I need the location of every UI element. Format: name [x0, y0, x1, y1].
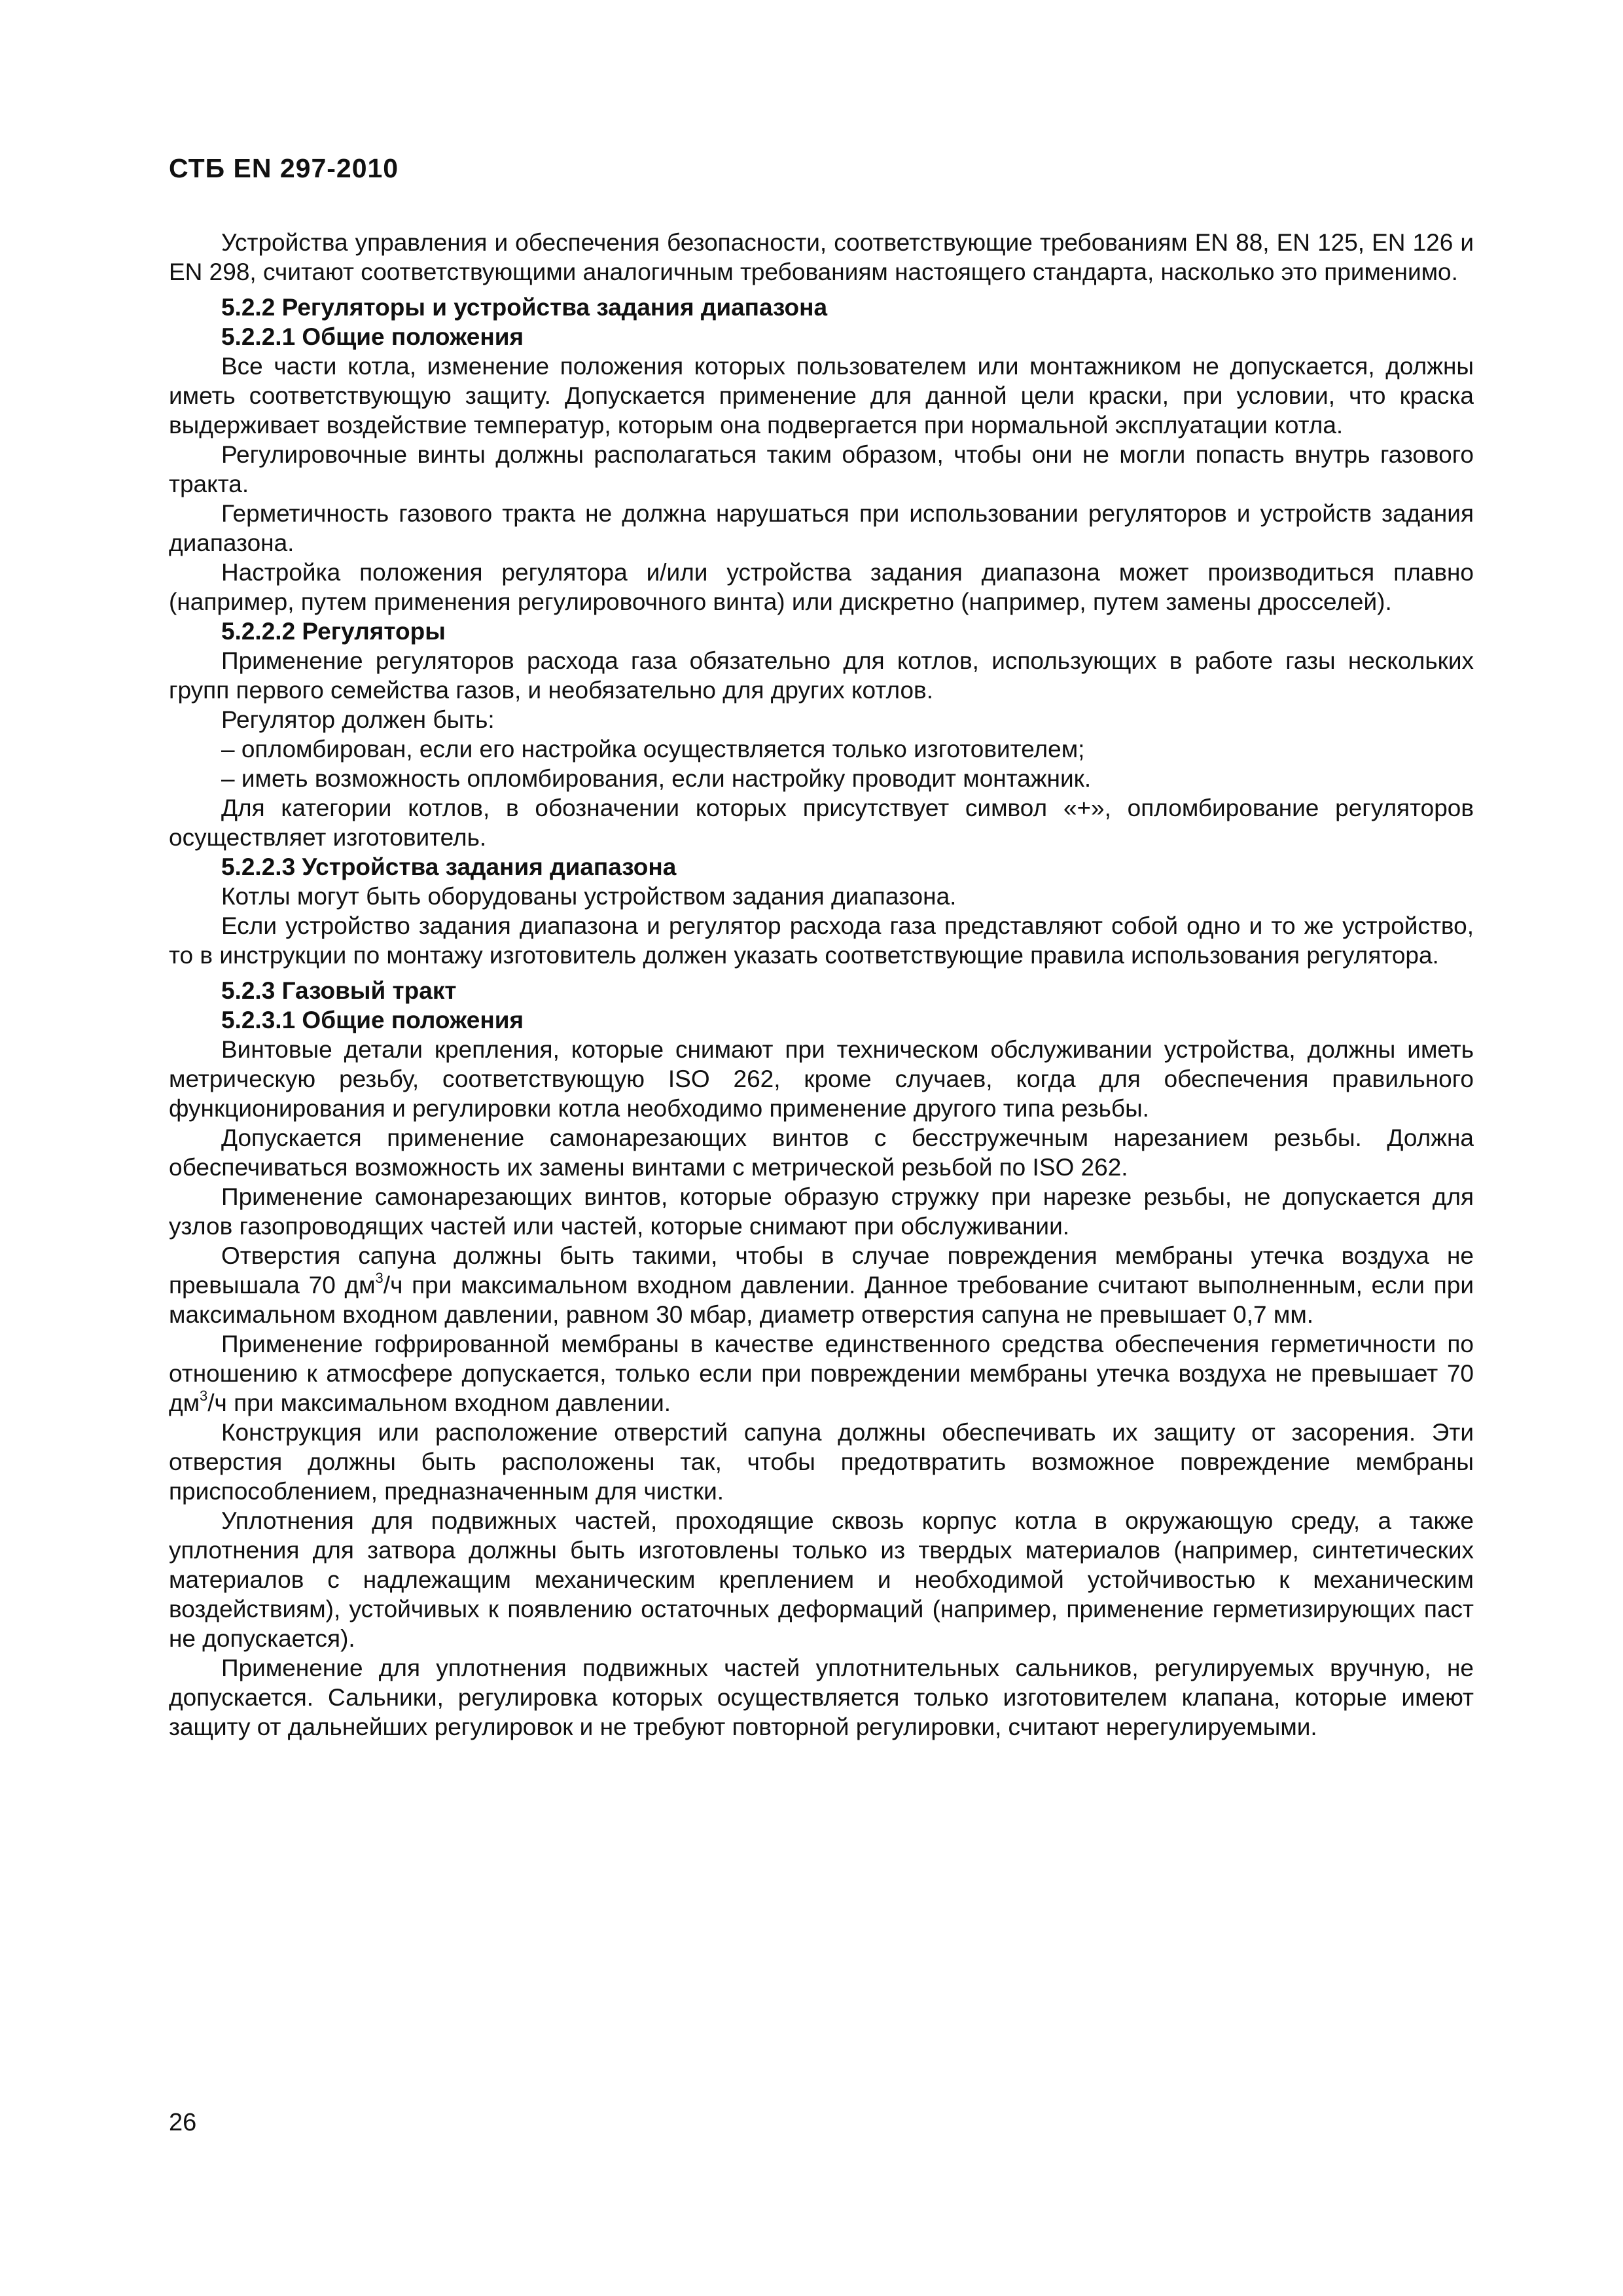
- section-5-2-2-heading: 5.2.2 Регуляторы и устройства задания диапазона: [221, 294, 828, 321]
- text-run: Применение гофрированной мембраны в качестве единственного средства обеспечения герметичности по отношению к атмосфере допускается, только если при повреждении мембраны утечка воздуха не превышает 70 дм: [169, 1331, 1474, 1416]
- paragraph: Котлы могут быть оборудованы устройством задания диапазона.: [221, 883, 957, 910]
- paragraph: Применение регуляторов расхода газа обязательно для котлов, использующих в работе газы нескольких групп первого семейства газов, и необязательно для других котлов.: [169, 647, 1474, 704]
- page-header-standard-code: СТБ EN 297-2010: [169, 153, 399, 183]
- paragraph: Для категории котлов, в обозначении которых присутствует символ «+», опломбирование регуляторов осуществляет изготовитель.: [169, 795, 1474, 851]
- paragraph: Применение для уплотнения подвижных частей уплотнительных сальников, регулируемых вручную, не допускается. Сальники, регулировка которых осуществляется только изготовителем клапана, которые имеют защиту от дальнейших регулировок и не требуют повторной регулировки, считают нерегулируемыми.: [169, 1655, 1474, 1740]
- paragraph: Регулировочные винты должны располагаться таким образом, чтобы они не могли попасть внутрь газового тракта.: [169, 441, 1474, 497]
- paragraph: Уплотнения для подвижных частей, проходящие сквозь корпус котла в окружающую среду, а также уплотнения для затвора должны быть изготовлены только из твердых материалов (например, синтетических материалов с надлежащим механическим креплением и необходимой устойчивостью к механическим воздействиям), устойчивых к появлению остаточных деформаций (например, применение герметизирующих паст не допускается).: [169, 1507, 1474, 1652]
- text-run: Отверстия сапуна должны быть такими, чтобы в случае повреждения мембраны утечка воздуха не превышала 70 дм: [169, 1242, 1474, 1299]
- superscript: 3: [200, 1388, 208, 1404]
- section-5-2-2-3-heading: 5.2.2.3 Устройства задания диапазона: [221, 853, 677, 880]
- paragraph-breather-openings: [169, 1241, 1474, 1329]
- paragraph-corrugated-membrane: [169, 1329, 1474, 1418]
- intro-paragraph: Устройства управления и обеспечения безопасности, соответствующие требованиям EN 88, EN 125, EN 126 и EN 298, считают соответствующими аналогичным требованиям настоящего стандарта, насколько это применимо.: [169, 229, 1474, 285]
- paragraph: Конструкция или расположение отверстий сапуна должны обеспечивать их защиту от засорения. Эти отверстия должны быть расположены так, чтобы предотвратить возможное повреждение мембраны приспособлением, предназначенным для чистки.: [169, 1419, 1474, 1505]
- page-number: 26: [169, 2109, 197, 2136]
- text-run: /ч при максимальном входном давлении.: [207, 1390, 671, 1416]
- section-5-2-3-1-heading: 5.2.3.1 Общие положения: [221, 1007, 524, 1033]
- paragraph: Регулятор должен быть:: [221, 706, 495, 733]
- superscript: 3: [375, 1270, 383, 1286]
- text-run: /ч при максимальном входном давлении. Данное требование считают выполненным, если при максимальном входном давлении, равном 30 мбар, диаметр отверстия сапуна не превышает 0,7 мм.: [169, 1272, 1474, 1328]
- paragraph: Применение самонарезающих винтов, которые образую стружку при нарезке резьбы, не допускается для узлов газопроводящих частей или частей, которые снимают при обслуживании.: [169, 1183, 1474, 1240]
- section-5-2-2-1-heading: 5.2.2.1 Общие положения: [221, 323, 524, 350]
- paragraph: Герметичность газового тракта не должна нарушаться при использовании регуляторов и устройств задания диапазона.: [169, 500, 1474, 556]
- paragraph: Если устройство задания диапазона и регулятор расхода газа представляют собой одно и то же устройство, то в инструкции по монтажу изготовитель должен указать соответствующие правила использования регулятора.: [169, 912, 1474, 969]
- paragraph: Настройка положения регулятора и/или устройства задания диапазона может производиться плавно (например, путем применения регулировочного винта) или дискретно (например, путем замены дросселей).: [169, 559, 1474, 615]
- section-5-2-3-heading: 5.2.3 Газовый тракт: [221, 977, 457, 1004]
- paragraph: Допускается применение самонарезающих винтов с бесстружечным нарезанием резьбы. Должна обеспечиваться возможность их замены винтами с метрической резьбой по ISO 262.: [169, 1124, 1474, 1181]
- paragraph: Винтовые детали крепления, которые снимают при техническом обслуживании устройства, должны иметь метрическую резьбу, соответствующую ISO 262, кроме случаев, когда для обеспечения правильного функционирования и регулировки котла необходимо применение другого типа резьбы.: [169, 1036, 1474, 1122]
- section-5-2-2-2-heading: 5.2.2.2 Регуляторы: [221, 618, 446, 645]
- list-item: – иметь возможность опломбирования, если настройку проводит монтажник.: [221, 765, 1092, 792]
- paragraph: Все части котла, изменение положения которых пользователем или монтажником не допускается, должны иметь соответствующую защиту. Допускается применение для данной цели краски, при условии, что краска выдерживает воздействие температур, которым она подвергается при нормальной эксплуатации котла.: [169, 353, 1474, 439]
- list-item: – опломбирован, если его настройка осуществляется только изготовителем;: [221, 736, 1085, 762]
- document-body: [169, 228, 1474, 1742]
